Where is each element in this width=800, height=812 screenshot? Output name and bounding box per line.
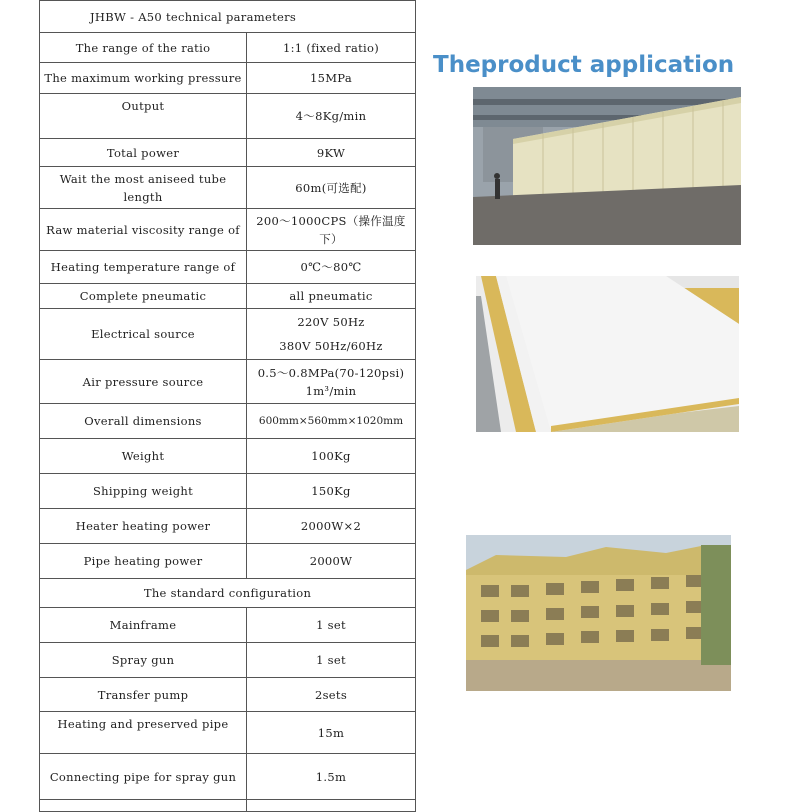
table-row [40, 439, 416, 474]
table-row [40, 284, 416, 309]
row-value-line2: 380V 50Hz/60Hz [279, 339, 383, 353]
table-row [40, 33, 416, 63]
table-row [40, 509, 416, 544]
row-label: Complete pneumatic [40, 284, 247, 309]
row-label: Heating and preserved pipe [40, 712, 247, 754]
row-value [247, 309, 416, 360]
table-row [40, 608, 416, 643]
table-row [40, 544, 416, 579]
row-label: Wait the most aniseed tube length [40, 167, 247, 209]
row-label: Heating temperature range of [40, 251, 247, 284]
apartment-building-photo [466, 535, 731, 691]
row-label: Transfer pump [40, 678, 247, 712]
row-value: 100Kg [247, 439, 416, 474]
row-value: 0℃～80℃ [247, 251, 416, 284]
table-title: JHBW - A50 technical parameters [40, 1, 416, 33]
table-row [40, 360, 416, 404]
row-value: 15m [247, 712, 416, 754]
row-value: 2000W [247, 544, 416, 579]
sandwich-panel-stack-photo [476, 276, 739, 432]
row-label: Output [40, 94, 247, 139]
row-label: Heater heating power [40, 509, 247, 544]
application-title: Theproduct application [433, 52, 735, 78]
row-value: 60m(可选配) [247, 167, 416, 209]
row-value: 1 set [247, 608, 416, 643]
table-row [40, 754, 416, 800]
row-label: The range of the ratio [40, 33, 247, 63]
table-row [40, 94, 416, 139]
row-value: 0.5～0.8MPa(70-120psi) 1m³/min [247, 360, 416, 404]
row-value: 2000W×2 [247, 509, 416, 544]
table-row [40, 209, 416, 251]
table-row [40, 167, 416, 209]
row-label: Mainframe [40, 608, 247, 643]
row-label: Spray gun [40, 643, 247, 678]
row-label: Air pressure source [40, 360, 247, 404]
row-label: Connecting pipe for spray gun [40, 754, 247, 800]
technical-parameters-table [39, 0, 416, 812]
row-value: 9KW [247, 139, 416, 167]
row-value: 150Kg [247, 474, 416, 509]
table-row [40, 712, 416, 754]
row-value: 15MPa [247, 63, 416, 94]
row-label: Total power [40, 139, 247, 167]
row-label: Overall dimensions [40, 404, 247, 439]
table-row [40, 139, 416, 167]
table-row [40, 251, 416, 284]
row-value: 1:1 (fixed ratio) [247, 33, 416, 63]
row-value: 4～8Kg/min [247, 94, 416, 139]
row-label: Weight [40, 439, 247, 474]
row-value: 200～1000CPS（操作温度下） [247, 209, 416, 251]
row-value: 600mm×560mm×1020mm [247, 404, 416, 439]
row-label: Pipe heating power [40, 544, 247, 579]
row-value: 1.5m [247, 754, 416, 800]
table-row [40, 678, 416, 712]
row-value: all pneumatic [247, 284, 416, 309]
row-label: Electrical source [40, 309, 247, 360]
row-label: The maximum working pressure [40, 63, 247, 94]
table-row [40, 63, 416, 94]
table-row [40, 643, 416, 678]
row-value: 1 set [247, 643, 416, 678]
row-label: Shipping weight [40, 474, 247, 509]
table-row [40, 474, 416, 509]
table-row [40, 404, 416, 439]
table-row [40, 309, 416, 360]
row-label: Raw material viscosity range of [40, 209, 247, 251]
panel-wall-photo [473, 87, 741, 245]
row-value: 2sets [247, 678, 416, 712]
row-value-line1: 220V 50Hz [297, 315, 365, 329]
standard-config-title: The standard configuration [40, 579, 416, 608]
